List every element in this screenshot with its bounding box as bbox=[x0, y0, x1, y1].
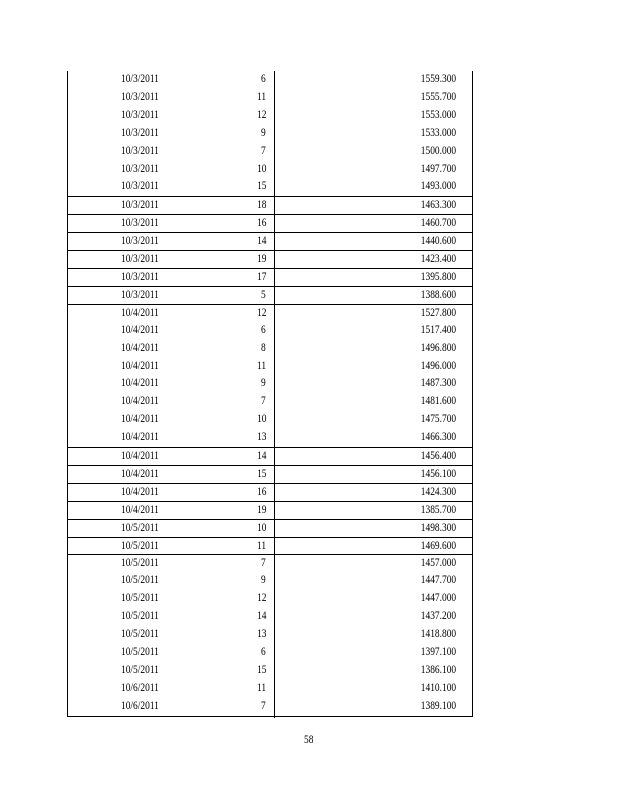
value-cell: 1466.300 bbox=[420, 431, 456, 444]
value-cell: 1456.400 bbox=[420, 450, 456, 463]
table-row bbox=[68, 161, 472, 179]
table-row bbox=[68, 143, 472, 161]
id-cell: 8 bbox=[261, 341, 266, 354]
id-cell: 16 bbox=[256, 485, 266, 498]
date-cell: 10/4/2011 bbox=[121, 413, 159, 426]
id-cell: 15 bbox=[256, 467, 266, 480]
date-cell: 10/4/2011 bbox=[121, 503, 159, 516]
table-row bbox=[68, 501, 472, 519]
table-row bbox=[68, 554, 472, 572]
id-cell: 11 bbox=[256, 359, 266, 372]
id-cell: 5 bbox=[261, 288, 266, 301]
date-cell: 10/4/2011 bbox=[121, 359, 159, 372]
table-row bbox=[68, 393, 472, 411]
table-row bbox=[68, 196, 472, 214]
value-cell: 1424.300 bbox=[420, 485, 456, 498]
table-row bbox=[68, 250, 472, 268]
table-row bbox=[68, 411, 472, 429]
date-cell: 10/4/2011 bbox=[121, 467, 159, 480]
column-divider bbox=[274, 71, 275, 718]
date-cell: 10/5/2011 bbox=[121, 610, 159, 623]
value-cell: 1460.700 bbox=[420, 217, 456, 230]
table-row bbox=[68, 71, 472, 89]
value-cell: 1469.600 bbox=[420, 539, 456, 552]
id-cell: 7 bbox=[261, 395, 266, 408]
value-cell: 1447.000 bbox=[420, 592, 456, 605]
id-cell: 7 bbox=[261, 699, 266, 712]
table-row bbox=[68, 232, 472, 250]
id-cell: 9 bbox=[261, 377, 266, 390]
id-cell: 6 bbox=[261, 323, 266, 336]
date-cell: 10/3/2011 bbox=[121, 217, 159, 230]
value-cell: 1493.000 bbox=[420, 180, 456, 193]
date-cell: 10/6/2011 bbox=[121, 699, 159, 712]
value-cell: 1500.000 bbox=[420, 144, 456, 157]
date-cell: 10/3/2011 bbox=[121, 235, 159, 248]
table-row bbox=[68, 340, 472, 358]
table-row bbox=[68, 178, 472, 196]
table-row bbox=[68, 214, 472, 232]
id-cell: 14 bbox=[256, 450, 266, 463]
table-row bbox=[68, 375, 472, 393]
table-row bbox=[68, 447, 472, 465]
value-cell: 1517.400 bbox=[420, 323, 456, 336]
value-cell: 1395.800 bbox=[420, 270, 456, 283]
date-cell: 10/4/2011 bbox=[121, 485, 159, 498]
id-cell: 19 bbox=[256, 253, 266, 266]
table-row bbox=[68, 286, 472, 304]
value-cell: 1389.100 bbox=[420, 699, 456, 712]
id-cell: 14 bbox=[256, 610, 266, 623]
table-row bbox=[68, 662, 472, 680]
table-row bbox=[68, 322, 472, 340]
id-cell: 19 bbox=[256, 503, 266, 516]
page-number-text: 58 bbox=[304, 734, 314, 746]
id-cell: 11 bbox=[256, 90, 266, 103]
value-cell: 1475.700 bbox=[420, 413, 456, 426]
date-cell: 10/3/2011 bbox=[121, 108, 159, 121]
value-cell: 1385.700 bbox=[420, 503, 456, 516]
date-cell: 10/3/2011 bbox=[121, 144, 159, 157]
table-row bbox=[68, 465, 472, 483]
table-row bbox=[68, 125, 472, 143]
value-cell: 1447.700 bbox=[420, 574, 456, 587]
table-row bbox=[68, 89, 472, 107]
table-row bbox=[68, 519, 472, 537]
id-cell: 9 bbox=[261, 574, 266, 587]
id-cell: 6 bbox=[261, 73, 266, 85]
value-cell: 1397.100 bbox=[420, 646, 456, 658]
id-cell: 11 bbox=[256, 539, 266, 552]
id-cell: 15 bbox=[256, 663, 266, 676]
value-cell: 1527.800 bbox=[420, 306, 456, 319]
id-cell: 12 bbox=[256, 108, 266, 121]
id-cell: 14 bbox=[256, 235, 266, 248]
value-cell: 1497.700 bbox=[420, 162, 456, 175]
date-cell: 10/3/2011 bbox=[121, 253, 159, 266]
id-cell: 10 bbox=[256, 162, 266, 175]
date-cell: 10/3/2011 bbox=[121, 288, 159, 301]
value-cell: 1498.300 bbox=[420, 521, 456, 534]
value-cell: 1456.100 bbox=[420, 467, 456, 480]
date-cell: 10/5/2011 bbox=[121, 574, 159, 587]
table-row bbox=[68, 107, 472, 125]
date-cell: 10/3/2011 bbox=[121, 126, 159, 139]
value-cell: 1533.000 bbox=[420, 126, 456, 139]
date-cell: 10/3/2011 bbox=[121, 90, 159, 103]
table-row bbox=[68, 304, 472, 322]
date-cell: 10/3/2011 bbox=[121, 270, 159, 283]
table-row bbox=[68, 537, 472, 555]
id-cell: 15 bbox=[256, 180, 266, 193]
date-cell: 10/3/2011 bbox=[121, 180, 159, 193]
id-cell: 12 bbox=[256, 592, 266, 605]
id-cell: 10 bbox=[256, 521, 266, 534]
table-row bbox=[68, 483, 472, 501]
id-cell: 18 bbox=[256, 199, 266, 212]
date-cell: 10/3/2011 bbox=[121, 73, 159, 85]
id-cell: 10 bbox=[256, 413, 266, 426]
id-cell: 13 bbox=[256, 628, 266, 641]
value-cell: 1481.600 bbox=[420, 395, 456, 408]
value-cell: 1487.300 bbox=[420, 377, 456, 390]
value-cell: 1559.300 bbox=[420, 73, 456, 85]
table-row bbox=[68, 626, 472, 644]
table-row bbox=[68, 644, 472, 662]
date-cell: 10/5/2011 bbox=[121, 557, 159, 570]
table-row bbox=[68, 268, 472, 286]
id-cell: 16 bbox=[256, 217, 266, 230]
date-cell: 10/5/2011 bbox=[121, 521, 159, 534]
value-cell: 1418.800 bbox=[420, 628, 456, 641]
date-cell: 10/5/2011 bbox=[121, 539, 159, 552]
date-cell: 10/4/2011 bbox=[121, 341, 159, 354]
page-number bbox=[0, 734, 618, 746]
date-cell: 10/4/2011 bbox=[121, 377, 159, 390]
value-cell: 1463.300 bbox=[420, 199, 456, 212]
id-cell: 13 bbox=[256, 431, 266, 444]
date-cell: 10/3/2011 bbox=[121, 199, 159, 212]
table-row bbox=[68, 698, 472, 716]
value-cell: 1496.000 bbox=[420, 359, 456, 372]
id-cell: 6 bbox=[261, 646, 266, 658]
value-cell: 1388.600 bbox=[420, 288, 456, 301]
data-table bbox=[67, 71, 473, 717]
date-cell: 10/4/2011 bbox=[121, 431, 159, 444]
table-row bbox=[68, 429, 472, 447]
value-cell: 1440.600 bbox=[420, 235, 456, 248]
id-cell: 9 bbox=[261, 126, 266, 139]
value-cell: 1496.800 bbox=[420, 341, 456, 354]
id-cell: 7 bbox=[261, 557, 266, 570]
id-cell: 7 bbox=[261, 144, 266, 157]
date-cell: 10/4/2011 bbox=[121, 450, 159, 463]
value-cell: 1386.100 bbox=[420, 663, 456, 676]
table-row bbox=[68, 680, 472, 698]
value-cell: 1410.100 bbox=[420, 681, 456, 694]
id-cell: 12 bbox=[256, 306, 266, 319]
table-row bbox=[68, 572, 472, 590]
id-cell: 11 bbox=[256, 681, 266, 694]
table-row bbox=[68, 358, 472, 376]
date-cell: 10/5/2011 bbox=[121, 628, 159, 641]
date-cell: 10/5/2011 bbox=[121, 592, 159, 605]
value-cell: 1423.400 bbox=[420, 253, 456, 266]
value-cell: 1553.000 bbox=[420, 108, 456, 121]
value-cell: 1457.000 bbox=[420, 557, 456, 570]
date-cell: 10/6/2011 bbox=[121, 681, 159, 694]
date-cell: 10/4/2011 bbox=[121, 395, 159, 408]
id-cell: 17 bbox=[256, 270, 266, 283]
date-cell: 10/5/2011 bbox=[121, 646, 159, 658]
date-cell: 10/4/2011 bbox=[121, 306, 159, 319]
table-row bbox=[68, 590, 472, 608]
date-cell: 10/3/2011 bbox=[121, 162, 159, 175]
value-cell: 1555.700 bbox=[420, 90, 456, 103]
value-cell: 1437.200 bbox=[420, 610, 456, 623]
date-cell: 10/5/2011 bbox=[121, 663, 159, 676]
date-cell: 10/4/2011 bbox=[121, 323, 159, 336]
table-row bbox=[68, 608, 472, 626]
